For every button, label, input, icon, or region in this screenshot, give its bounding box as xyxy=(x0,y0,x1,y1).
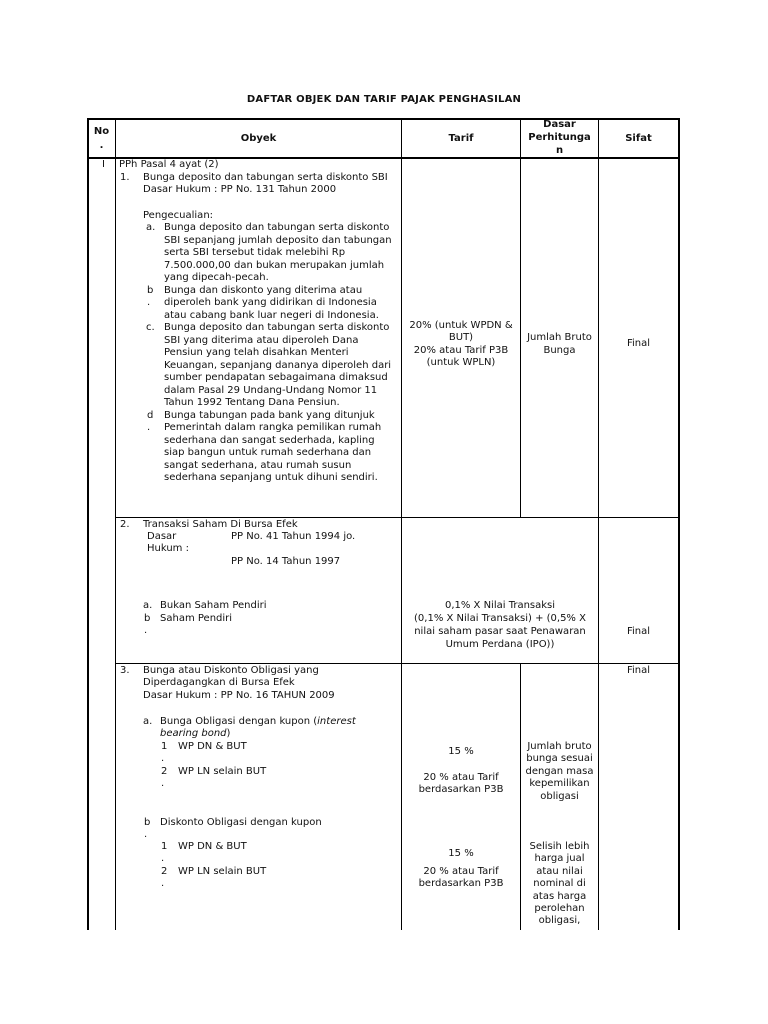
exception-c-line: SBI yang diterima atau diperoleh Dana xyxy=(164,335,359,346)
item-title: Bunga deposito dan tabungan serta diskonto SBI xyxy=(143,172,388,183)
exception-c-line: Keuangan, sepanjang dananya diperoleh dari xyxy=(164,360,392,371)
dasar-line: harga jual xyxy=(534,853,585,864)
exception-d-line: Bunga tabungan pada bank yang ditunjuk xyxy=(164,410,375,421)
tarif-line: 20 % atau Tarif xyxy=(423,772,499,783)
list-marker: 1 xyxy=(161,841,168,852)
header-dasar-1: Dasar xyxy=(543,119,576,130)
list-marker: 1 xyxy=(161,741,168,752)
tarif-line: BUT) xyxy=(448,332,474,343)
legal-basis-label: Hukum : xyxy=(147,543,189,554)
dasar-line: bunga sesuai xyxy=(526,753,593,764)
list-marker: b xyxy=(144,613,151,624)
legal-basis-label: Dasar xyxy=(147,531,177,542)
tarif-line: berdasarkan P3B xyxy=(418,878,504,889)
exception-d-line: sederhana dan sangat sederhada, kapling xyxy=(164,435,375,446)
exception-b-line: Bunga dan diskonto yang diterima atau xyxy=(164,285,363,296)
exception-d-line: siap bangun untuk rumah sederhana dan xyxy=(164,447,372,458)
sub-item-text-close: ) xyxy=(226,728,231,739)
sifat-value: Final xyxy=(626,626,651,637)
tarif-line: 20% atau Tarif P3B xyxy=(413,345,509,356)
rule-right xyxy=(678,118,680,930)
list-marker-dot: . xyxy=(144,829,148,840)
sifat-value: Final xyxy=(626,665,651,676)
dasar-line: nominal di xyxy=(533,878,586,889)
dasar-line: Bunga xyxy=(543,345,576,356)
list-marker: 2 xyxy=(161,766,168,777)
header-no: No xyxy=(93,126,110,137)
legal-basis: Dasar Hukum : PP No. 131 Tahun 2000 xyxy=(143,184,337,195)
list-marker-dot: . xyxy=(147,297,151,308)
exception-d-line: Pemerintah dalam rangka pemilikan rumah xyxy=(164,422,382,433)
sub-item-text: Diskonto Obligasi dengan kupon xyxy=(160,817,322,828)
item-title: Bunga atau Diskonto Obligasi yang xyxy=(143,665,319,676)
item-title: Diperdagangkan di Bursa Efek xyxy=(143,677,295,688)
item-number: 2. xyxy=(120,519,130,530)
item-number: 1. xyxy=(120,172,130,183)
dasar-line: dengan masa xyxy=(525,766,594,777)
dasar-line: obligasi xyxy=(540,791,579,802)
tarif-line: 20 % atau Tarif xyxy=(423,866,499,877)
list-marker: d xyxy=(147,410,154,421)
list-marker: a. xyxy=(146,222,156,233)
legal-basis-value: PP No. 41 Tahun 1994 jo. xyxy=(231,531,356,542)
exception-d-line: sangat sederhana, atau rumah susun xyxy=(164,460,352,471)
header-no-dot: . xyxy=(99,140,104,151)
list-marker: a. xyxy=(143,716,153,727)
tarif-line: (0,1% X Nilai Transaksi) + (0,5% X xyxy=(414,613,586,624)
exception-a-line: SBI sepanjang jumlah deposito dan tabungan xyxy=(164,235,392,246)
exception-a-line: 7.500.000,00 dan bukan merupakan jumlah xyxy=(164,260,385,271)
tarif-line: 20% (untuk WPDN & xyxy=(409,320,513,331)
item-number: 3. xyxy=(120,665,130,676)
tarif-line: 15 % xyxy=(448,848,474,859)
sub-item-text: WP LN selain BUT xyxy=(178,766,267,777)
rule-col-obyek xyxy=(401,118,402,930)
exceptions-label: Pengecualian: xyxy=(143,210,214,221)
list-marker-dot: . xyxy=(147,422,151,433)
rule-row2-bottom xyxy=(115,663,679,664)
sub-item-text: WP LN selain BUT xyxy=(178,866,267,877)
rule-row1-bottom xyxy=(115,517,679,518)
rule-col-dasar xyxy=(598,118,599,930)
list-marker: a. xyxy=(143,600,153,611)
dasar-line: Jumlah bruto xyxy=(527,741,592,752)
exception-a-line: Bunga deposito dan tabungan serta diskonto xyxy=(164,222,390,233)
sub-item-text-italic: interest xyxy=(317,716,356,727)
exception-b-line: diperoleh bank yang didirikan di Indonesia xyxy=(164,297,377,308)
header-sifat: Sifat xyxy=(625,133,652,144)
sub-item-text-italic: bearing bond xyxy=(160,728,227,739)
group-title: PPh Pasal 4 ayat (2) xyxy=(119,159,219,170)
tarif-line: 15 % xyxy=(448,746,474,757)
list-marker: c. xyxy=(146,322,155,333)
tarif-line: Umum Perdana (IPO)) xyxy=(445,639,555,650)
dasar-line: kepemilikan xyxy=(529,778,590,789)
sub-item-text: Saham Pendiri xyxy=(160,613,233,624)
exception-c-line: Bunga deposito dan tabungan serta diskonto xyxy=(164,322,390,333)
tarif-line: (untuk WPLN) xyxy=(426,357,496,368)
dasar-line: obligasi, xyxy=(538,915,581,926)
rule-left xyxy=(87,118,89,930)
header-tarif: Tarif xyxy=(448,133,474,144)
exception-c-line: dalam Pasal 29 Undang-Undang Nomor 11 xyxy=(164,385,378,396)
exception-c-line: Pensiun yang telah disahkan Menteri xyxy=(164,347,349,358)
sub-item-text: WP DN & BUT xyxy=(178,841,247,852)
tarif-line: berdasarkan P3B xyxy=(418,784,504,795)
list-marker-dot: . xyxy=(161,853,165,864)
sifat-value: Final xyxy=(626,338,651,349)
tarif-line: nilai saham pasar saat Penawaran xyxy=(414,626,586,637)
sub-item-text xyxy=(160,716,356,729)
list-marker-dot: . xyxy=(144,625,148,636)
exception-d-line: sederhana sepanjang untuk dihuni sendiri. xyxy=(164,472,378,483)
list-marker-dot: . xyxy=(161,878,165,889)
sub-item-text xyxy=(160,728,230,741)
tarif-line: 0,1% X Nilai Transaksi xyxy=(444,600,556,611)
sub-item-text-main: Bunga Obligasi dengan kupon ( xyxy=(160,716,318,727)
dasar-line: Jumlah Bruto xyxy=(527,332,592,343)
header-dasar-3: n xyxy=(555,145,564,156)
dasar-line: Selisih lebih xyxy=(529,841,590,852)
exception-a-line: yang dipecah-pecah. xyxy=(164,272,269,283)
legal-basis: Dasar Hukum : PP No. 16 TAHUN 2009 xyxy=(143,690,335,701)
exception-c-line: Tahun 1992 Tentang Dana Pensiun. xyxy=(164,397,340,408)
list-marker-dot: . xyxy=(161,753,165,764)
dasar-line: perolehan xyxy=(534,903,585,914)
dasar-line: atas harga xyxy=(532,891,587,902)
rule-col-tarif-a xyxy=(520,118,521,518)
exception-a-line: serta SBI tersebut tidak melebihi Rp xyxy=(164,247,346,258)
header-dasar-2: Perhitunga xyxy=(528,132,591,143)
list-marker: 2 xyxy=(161,866,168,877)
sub-item-text: WP DN & BUT xyxy=(178,741,247,752)
header-obyek: Obyek xyxy=(240,133,277,144)
exception-c-line: sumber pendapatan sebagaimana dimaksud xyxy=(164,372,388,383)
row-number: I xyxy=(102,159,105,170)
dasar-line: atau nilai xyxy=(536,866,583,877)
legal-basis-value: PP No. 14 Tahun 1997 xyxy=(231,556,341,567)
rule-col-no xyxy=(115,118,116,930)
list-marker: b xyxy=(144,817,151,828)
list-marker: b xyxy=(147,285,154,296)
exception-b-line: atau cabang bank luar negeri di Indonesia. xyxy=(164,310,379,321)
document-title: DAFTAR OBJEK DAN TARIF PAJAK PENGHASILAN xyxy=(246,94,522,105)
item-title: Transaksi Saham Di Bursa Efek xyxy=(143,519,298,530)
sub-item-text: Bukan Saham Pendiri xyxy=(160,600,267,611)
list-marker-dot: . xyxy=(161,778,165,789)
